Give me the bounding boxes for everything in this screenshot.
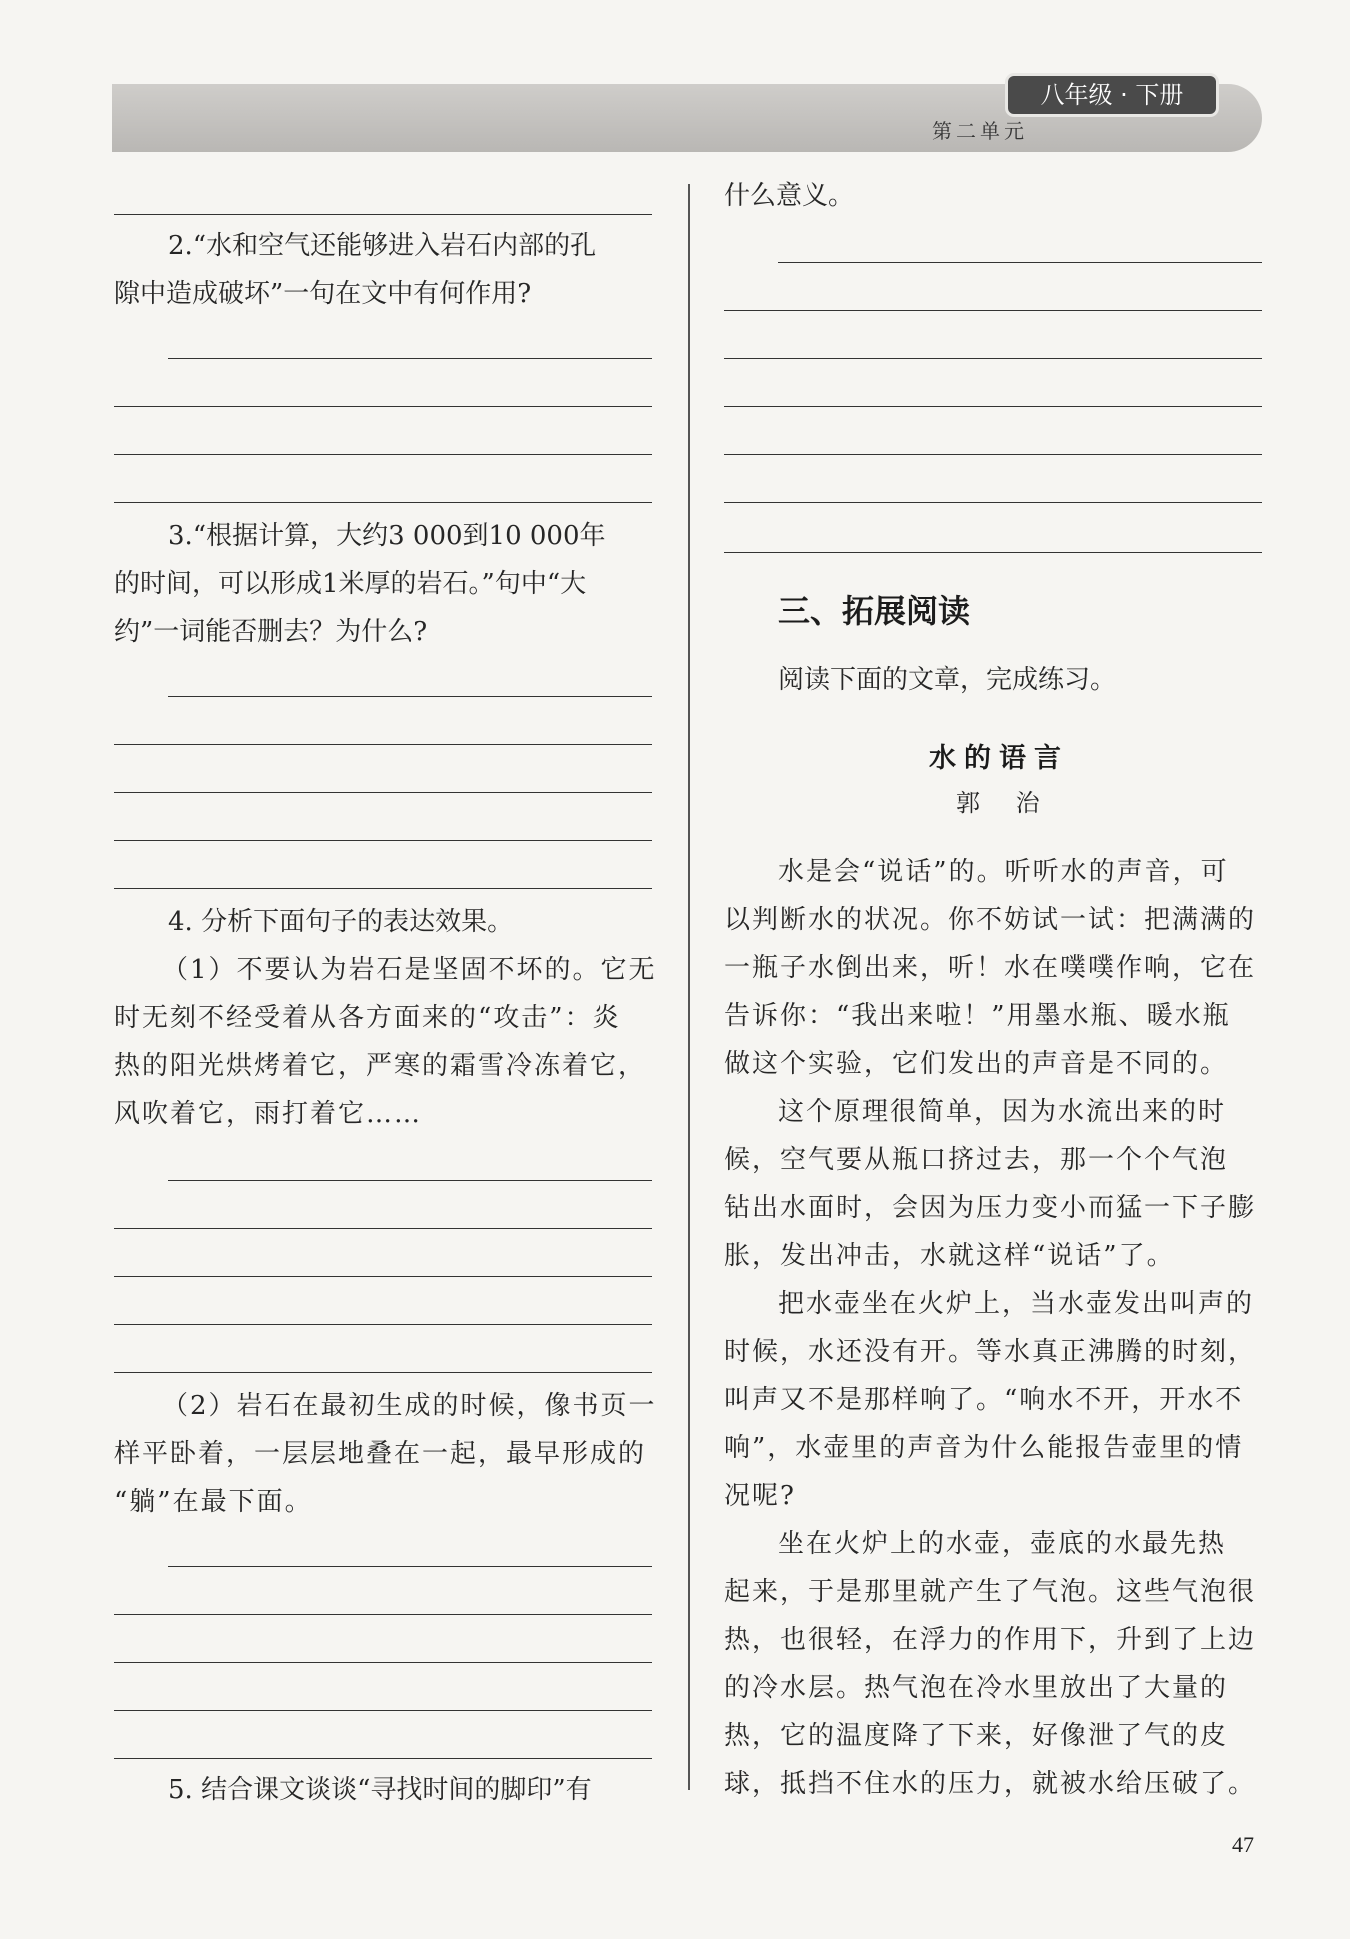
answer-line[interactable] [114, 1228, 652, 1229]
question-2-line-2: 隙中造成破坏”一句在文中有何作用? [114, 279, 532, 309]
question-3-line-1: 3.“根据计算，大约3 000到10 000年 [168, 521, 606, 551]
answer-line[interactable] [114, 1662, 652, 1663]
section-title: 三、拓展阅读 [778, 592, 971, 630]
question-4-1-line-4: 风吹着它，雨打着它…… [114, 1099, 423, 1129]
paragraph-1-line-2: 以判断水的状况。你不妨试一试：把满满的 [724, 905, 1257, 935]
paragraph-3-line-2: 时候，水还没有开。等水真正沸腾的时刻， [724, 1337, 1257, 1367]
answer-line[interactable] [168, 696, 652, 697]
answer-line[interactable] [114, 1276, 652, 1277]
paragraph-4-line-4: 的冷水层。热气泡在冷水里放出了大量的 [724, 1673, 1229, 1703]
answer-line[interactable] [114, 1324, 652, 1325]
answer-line[interactable] [724, 406, 1262, 407]
paragraph-4-line-1: 坐在火炉上的水壶，壶底的水最先热 [778, 1529, 1227, 1559]
answer-line[interactable] [114, 1614, 652, 1615]
answer-line[interactable] [168, 1566, 652, 1567]
question-3-line-3: 约”一词能否删去？为什么? [114, 617, 428, 647]
answer-line[interactable] [724, 502, 1262, 503]
answer-line[interactable] [168, 358, 652, 359]
paragraph-2-line-1: 这个原理很简单，因为水流出来的时 [778, 1097, 1227, 1127]
question-5-line-2: 什么意义。 [724, 181, 855, 211]
question-4-2-line-3: “躺”在最下面。 [114, 1487, 313, 1517]
question-2-line-1: 2.“水和空气还能够进入岩石内部的孔 [168, 231, 597, 261]
answer-line[interactable] [114, 792, 652, 793]
answer-line[interactable] [114, 1710, 652, 1711]
page-number: 47 [1232, 1832, 1254, 1857]
answer-line[interactable] [778, 262, 1262, 263]
question-4-1-line-3: 热的阳光烘烤着它，严寒的霜雪冷冻着它， [114, 1051, 647, 1081]
answer-line[interactable] [724, 310, 1262, 311]
paragraph-3-line-4: 响”，水壶里的声音为什么能报告壶里的情 [724, 1433, 1244, 1463]
question-5-line-1: 5. 结合课文谈谈“寻找时间的脚印”有 [168, 1775, 592, 1805]
question-4-2-line-2: 样平卧着，一层层地叠在一起，最早形成的 [114, 1439, 647, 1469]
paragraph-2-line-4: 胀，发出冲击，水就这样“说话”了。 [724, 1241, 1175, 1271]
answer-line[interactable] [114, 454, 652, 455]
paragraph-3-line-1: 把水壶坐在火炉上，当水壶发出叫声的 [778, 1289, 1255, 1319]
paragraph-2-line-2: 候，空气要从瓶口挤过去，那一个个气泡 [724, 1145, 1229, 1175]
answer-line[interactable] [724, 454, 1262, 455]
paragraph-4-line-3: 热，也很轻，在浮力的作用下，升到了上边 [724, 1625, 1257, 1655]
paragraph-4-line-6: 球，抵挡不住水的压力，就被水给压破了。 [724, 1769, 1257, 1799]
grade-tab: 八年级 · 下册 [1008, 76, 1216, 114]
article-title: 水的语言 [929, 743, 1069, 774]
answer-line[interactable] [114, 744, 652, 745]
answer-line [114, 214, 652, 215]
answer-line[interactable] [114, 406, 652, 407]
answer-line[interactable] [114, 1758, 652, 1759]
question-4-title: 4. 分析下面句子的表达效果。 [168, 907, 514, 937]
question-4-2-line-1: （2）岩石在最初生成的时候，像书页一 [162, 1391, 657, 1421]
answer-line[interactable] [168, 1180, 652, 1181]
paragraph-1-line-4: 告诉你：“我出来啦！”用墨水瓶、暖水瓶 [724, 1001, 1231, 1031]
answer-line[interactable] [724, 552, 1262, 553]
paragraph-1-line-3: 一瓶子水倒出来，听！水在噗噗作响，它在 [724, 953, 1257, 983]
question-4-1-line-2: 时无刻不经受着从各方面来的“攻击”：炎 [114, 1003, 621, 1033]
answer-line[interactable] [114, 1372, 652, 1373]
paragraph-3-line-3: 叫声又不是那样响了。“响水不开，开水不 [724, 1385, 1244, 1415]
unit-label: 第二单元 [932, 119, 1028, 143]
answer-line[interactable] [724, 358, 1262, 359]
answer-line[interactable] [114, 502, 652, 503]
paragraph-4-line-2: 起来，于是那里就产生了气泡。这些气泡很 [724, 1577, 1257, 1607]
paragraph-4-line-5: 热，它的温度降了下来，好像泄了气的皮 [724, 1721, 1229, 1751]
question-4-1-line-1: （1）不要认为岩石是坚固不坏的。它无 [162, 955, 657, 985]
column-divider [688, 184, 690, 1790]
question-3-line-2: 的时间，可以形成1米厚的岩石。”句中“大 [114, 569, 587, 599]
answer-line[interactable] [114, 888, 652, 889]
paragraph-2-line-3: 钻出水面时，会因为压力变小而猛一下子膨 [724, 1193, 1257, 1223]
paragraph-1-line-5: 做这个实验，它们发出的声音是不同的。 [724, 1049, 1229, 1079]
reading-instruction: 阅读下面的文章，完成练习。 [778, 665, 1117, 695]
paragraph-3-line-5: 况呢? [724, 1481, 796, 1511]
answer-line[interactable] [114, 840, 652, 841]
article-author: 郭 治 [956, 789, 1054, 817]
paragraph-1-line-1: 水是会“说话”的。听听水的声音，可 [778, 857, 1229, 887]
